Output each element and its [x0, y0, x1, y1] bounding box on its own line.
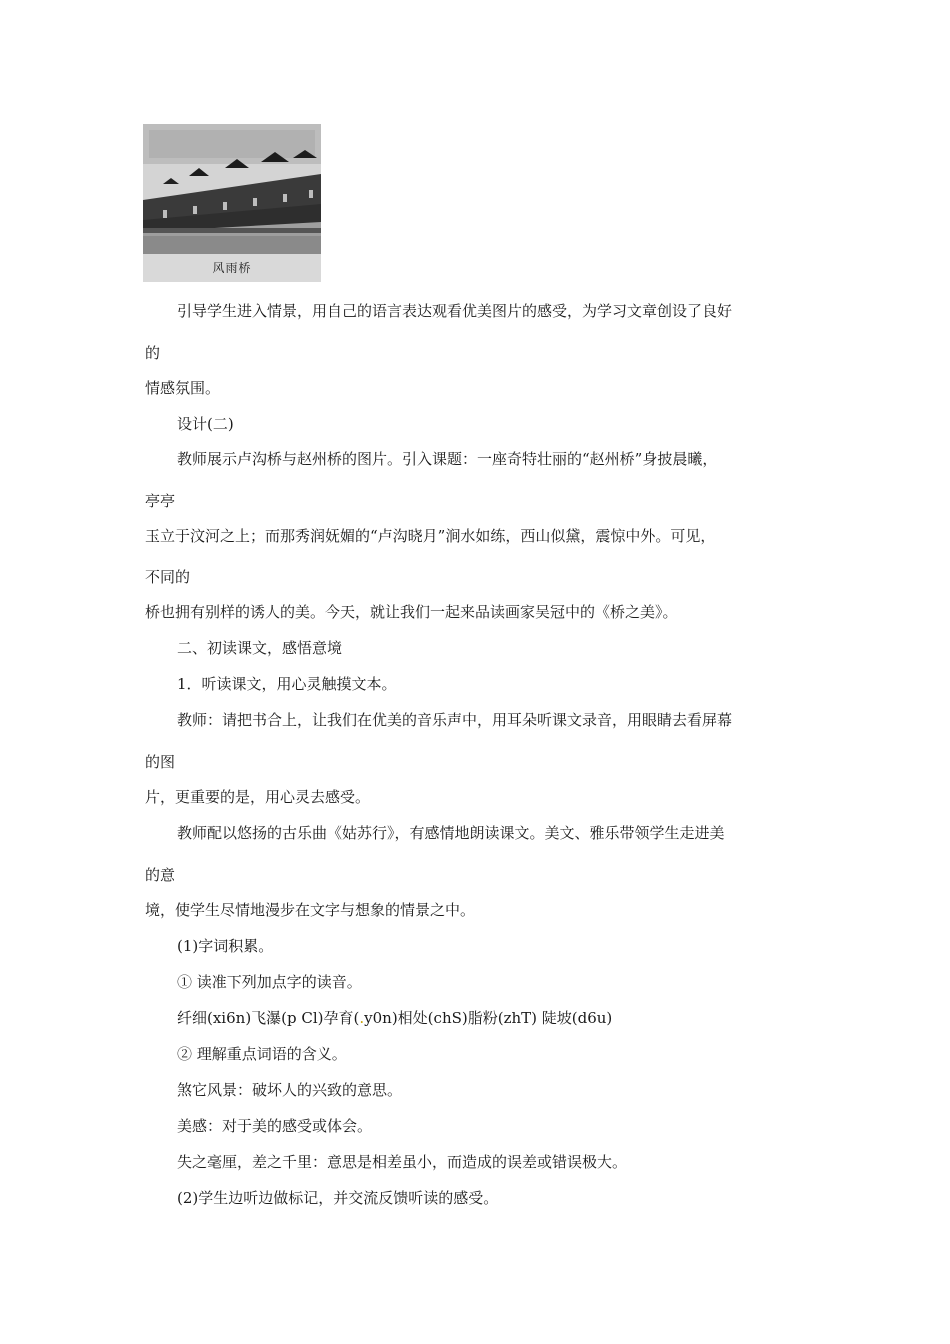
heading-line: (1)字词积累。: [177, 937, 274, 955]
paragraph-line: 教师展示卢沟桥与赵州桥的图片。引入课题：一座奇特壮丽的“赵州桥”身披晨曦，: [177, 450, 718, 468]
paragraph-line: 煞它风景：破坏人的兴致的意思。: [177, 1081, 403, 1099]
paragraph-line: 教师：请把书合上，让我们在优美的音乐声中，用耳朵听课文录音，用眼睛去看屏幕: [177, 711, 733, 729]
paragraph-line: 境，使学生尽情地漫步在文字与想象的情景之中。: [145, 901, 476, 919]
photo-caption: 风雨桥: [212, 261, 252, 275]
paragraph-line: (2)学生边听边做标记，并交流反馈听读的感受。: [177, 1189, 499, 1207]
pinyin-part: y0n)相处(chS)脂粉(zhT) 陡坡(d6u): [364, 1009, 613, 1027]
paragraph-line: 片，更重要的是，用心灵去感受。: [145, 788, 371, 806]
bridge-photo: [143, 124, 321, 282]
paragraph-line: 玉立于汶河之上；而那秀润妩媚的“卢沟晓月”涧水如练，西山似黛，震惊中外。可见，: [145, 527, 716, 545]
paragraph-line: 失之毫厘，差之千里：意思是相差虽小，而造成的误差或错误极大。: [177, 1153, 628, 1171]
paragraph-line: 引导学生进入情景，用自己的语言表达观看优美图片的感受，为学习文章创设了良好: [177, 302, 733, 320]
pinyin-line: [177, 1008, 612, 1028]
pinyin-part: 纤细(xi6n)飞瀑(p Cl)孕育(: [177, 1009, 360, 1027]
emphasis-dot-icon: .: [359, 1009, 365, 1027]
paragraph-line: 情感氛围。: [145, 379, 221, 397]
paragraph-line: 亭亭: [145, 492, 176, 510]
paragraph-line: 的图: [145, 753, 176, 771]
paragraph-line: ② 理解重点词语的含义。: [177, 1045, 347, 1063]
paragraph-line: ① 读准下列加点字的读音。: [177, 973, 362, 991]
heading-line: 设计(二): [177, 415, 234, 433]
paragraph-line: 的意: [145, 866, 176, 884]
paragraph-line: 1．听读课文，用心灵触摸文本。: [177, 675, 397, 693]
paragraph-line: 美感：对于美的感受或体会。: [177, 1117, 373, 1135]
paragraph-line: 不同的: [145, 568, 191, 586]
paragraph-line: 教师配以悠扬的古乐曲《姑苏行》，有感情地朗读课文。美文、雅乐带领学生走进美: [177, 824, 725, 842]
paragraph-line: 的: [145, 344, 161, 362]
heading-line: 二、初读课文，感悟意境: [177, 639, 343, 657]
paragraph-line: 桥也拥有别样的诱人的美。今天，就让我们一起来品读画家吴冠中的《桥之美》。: [145, 603, 678, 621]
